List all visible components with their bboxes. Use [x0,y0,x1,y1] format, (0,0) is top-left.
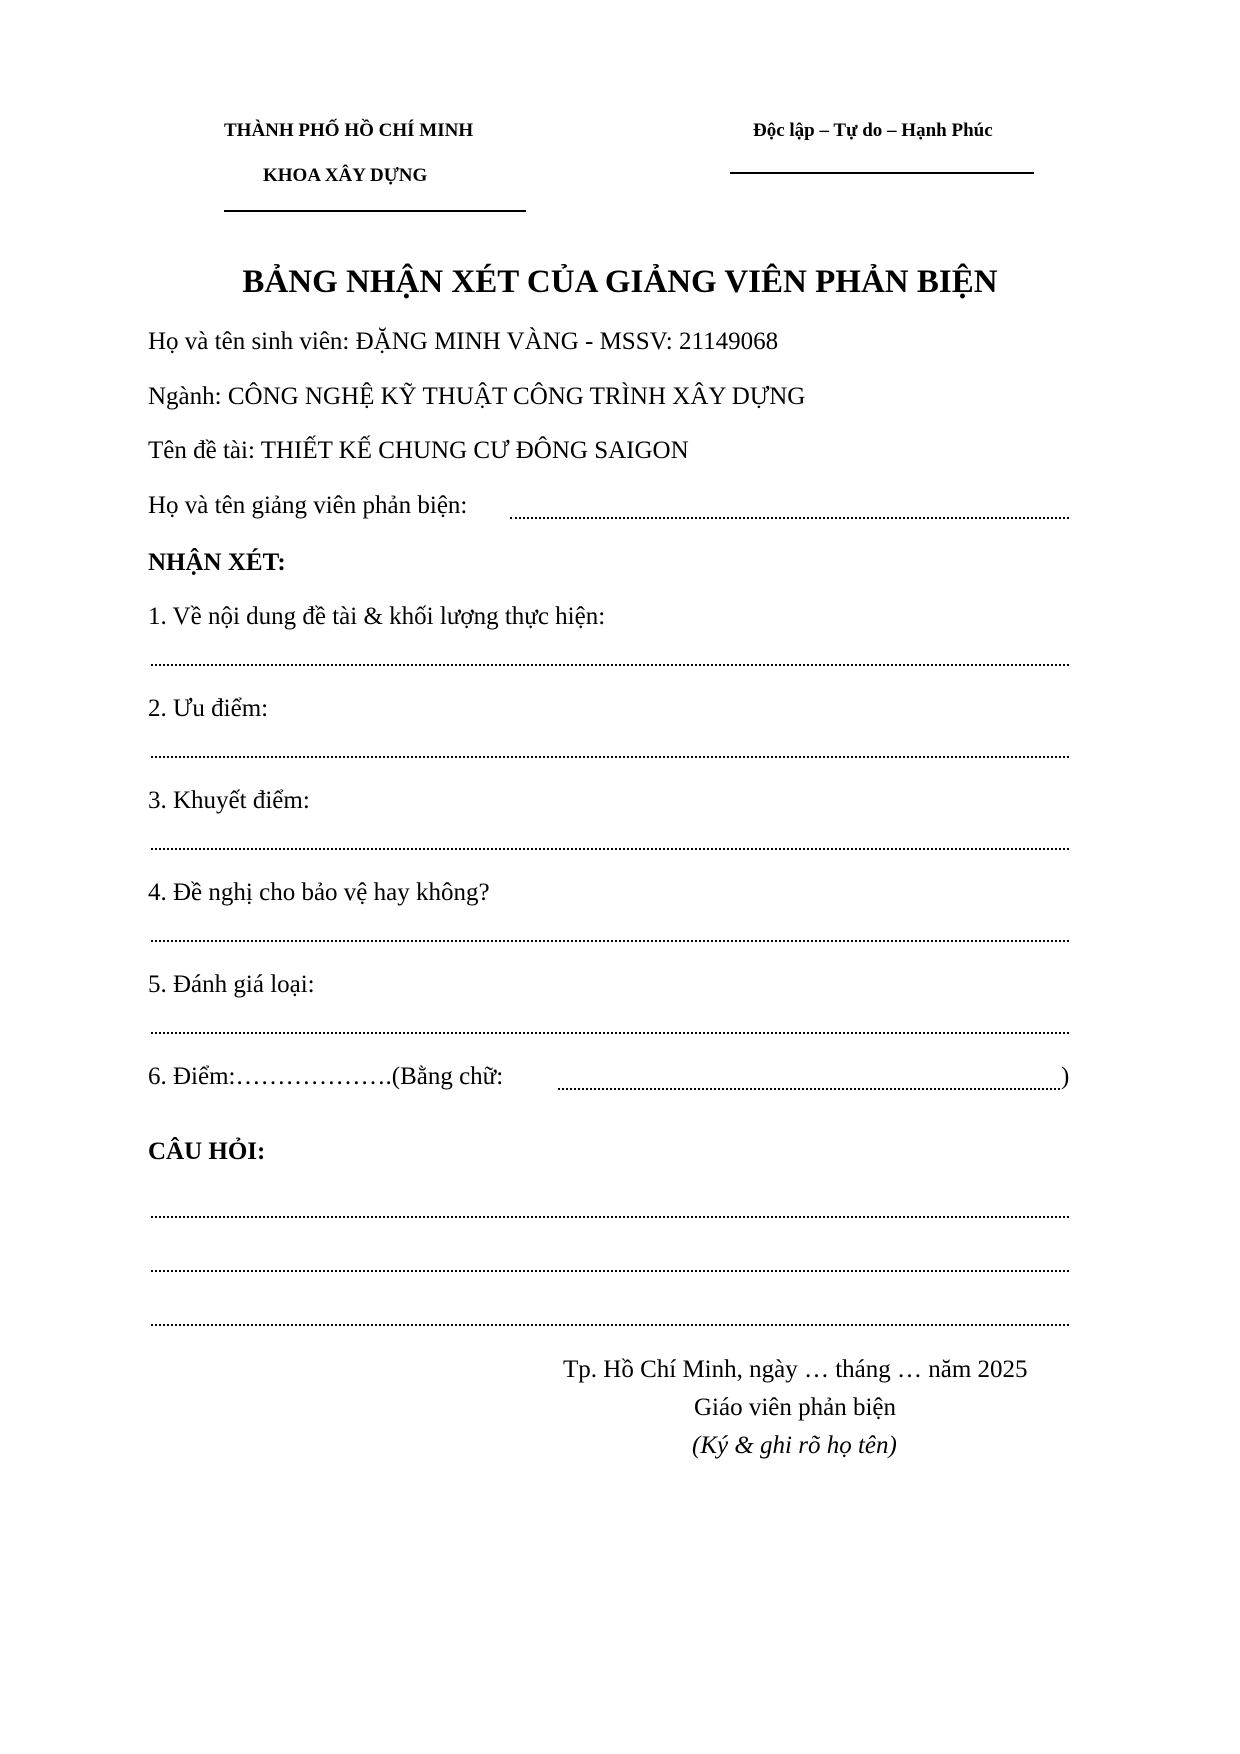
comment-item: 2. Ưu điểm: [148,695,269,722]
comment-blank [151,1032,1069,1034]
comment-blank [151,940,1069,942]
signature-role: Giáo viên phản biện [694,1394,897,1421]
student-info: Họ và tên sinh viên: ĐẶNG MINH VÀNG - MSSV: 21149068 [148,328,779,355]
question-blank [151,1216,1069,1218]
questions-heading: CÂU HỎI: [148,1138,266,1165]
comment-blank [151,664,1069,666]
header-right-rule [730,172,1034,174]
comment-blank [151,848,1069,850]
question-blank [151,1270,1069,1272]
score-close: ) [1061,1063,1070,1090]
reviewer-label: Họ và tên giảng viên phản biện: [148,492,468,519]
page-title: BẢNG NHẬN XÉT CỦA GIẢNG VIÊN PHẢN BIỆN [242,264,998,300]
major-info: Ngành: CÔNG NGHỆ KỸ THUẬT CÔNG TRÌNH XÂY DỰNG [148,383,806,410]
signature-date: Tp. Hồ Chí Minh, ngày … tháng … năm 2025 [563,1356,1028,1383]
comment-item: 5. Đánh giá loại: [148,971,315,998]
signature-note: (Ký & ghi rõ họ tên) [692,1432,897,1459]
topic-info: Tên đề tài: THIẾT KẾ CHUNG CƯ ĐÔNG SAIGON [148,437,689,464]
score-label: 6. Điểm:……………….(Bằng chữ: [148,1063,504,1090]
comment-item: 4. Đề nghị cho bảo vệ hay không? [148,879,490,906]
comment-item: 3. Khuyết điểm: [148,787,310,814]
header-left-rule [224,210,526,212]
question-blank [151,1324,1069,1326]
comments-heading: NHẬN XÉT: [148,549,286,576]
header-faculty: KHOA XÂY DỰNG [263,165,428,186]
comment-item: 1. Về nội dung đề tài & khối lượng thực hiện: [148,603,606,630]
header-city: THÀNH PHỐ HỒ CHÍ MINH [224,120,474,141]
score-words-blank [558,1088,1060,1090]
reviewer-blank [510,517,1069,519]
comment-blank [151,756,1069,758]
header-motto: Độc lập – Tự do – Hạnh Phúc [753,120,993,141]
